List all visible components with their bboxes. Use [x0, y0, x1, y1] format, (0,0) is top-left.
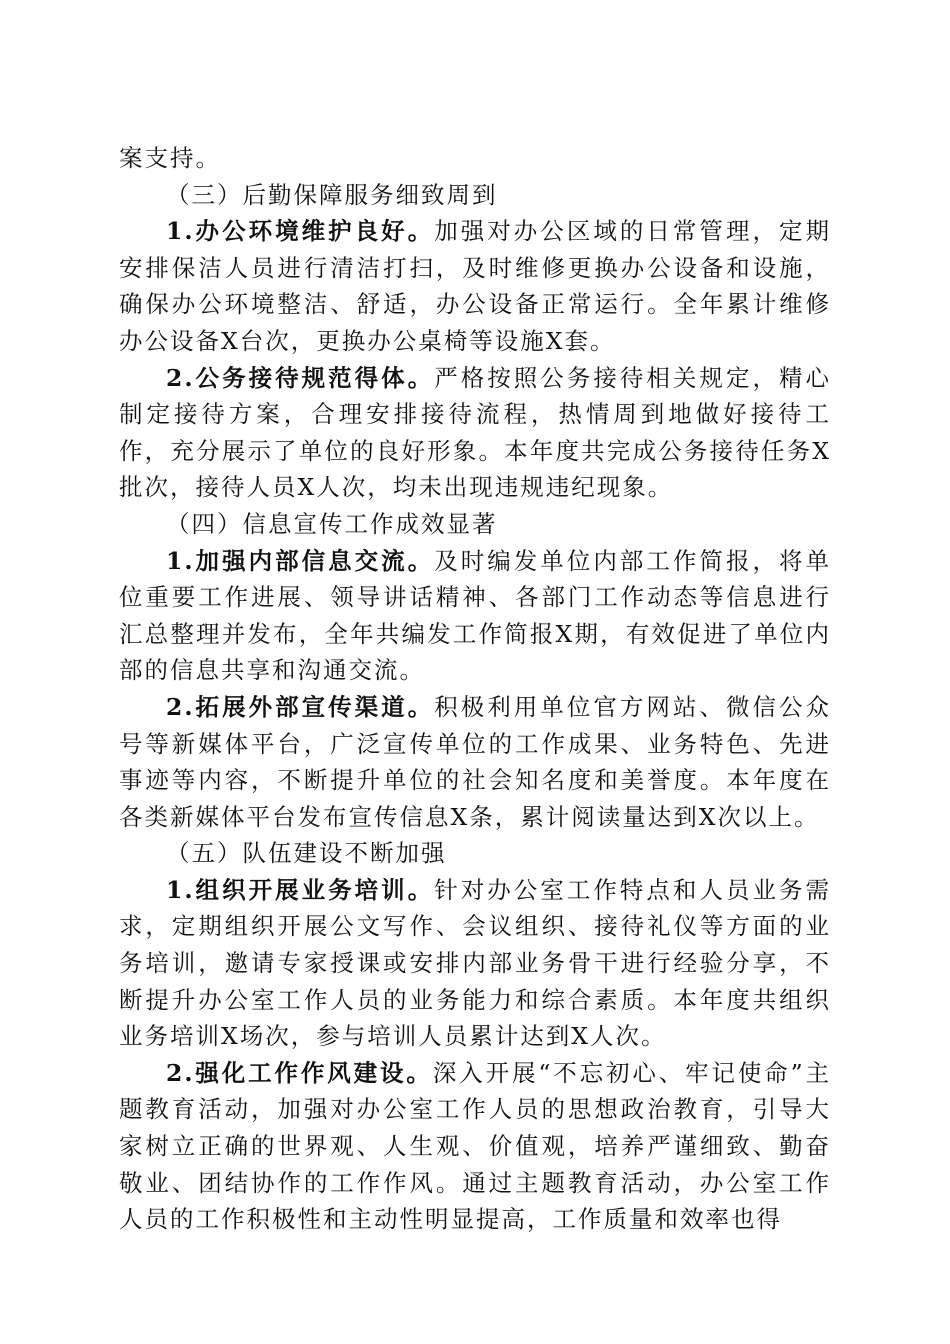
paragraph-lead: 2.强化工作作风建设。: [166, 1058, 433, 1087]
paragraph-lead: 1.加强内部信息交流。: [166, 546, 435, 575]
document-body: [119, 140, 831, 1238]
section-heading-publicity: （四）信息宣传工作成效显著: [166, 509, 498, 538]
paragraph-external-publicity: [119, 689, 831, 835]
paragraph-work-style: [119, 1055, 831, 1238]
paragraph-lead: 2.公务接待规范得体。: [166, 363, 435, 392]
section-heading-logistics: （三）后勤保障服务细致周到: [166, 180, 498, 209]
paragraph-body: 深入开展“不忘初心、牢记使命”主题教育活动，加强对办公室工作人员的思想政治教育，引导大家树立正确的世界观、人生观、价值观，培养严谨细致、勤奋敬业、团结协作的工作作风。通过主题教育活动，办公室工作人员的工作积极性和主动性明显提高，工作质量和效率也得: [119, 1058, 831, 1234]
paragraph-internal-info: [119, 543, 831, 689]
paragraph-training: [119, 872, 831, 1055]
paragraph-office-environment: [119, 213, 831, 359]
paragraph-lead: 2.拓展外部宣传渠道。: [166, 692, 435, 721]
paragraph-body: 积极利用单位官方网站、微信公众号等新媒体平台，广泛宣传单位的工作成果、业务特色、先进事迹等内容，不断提升单位的社会知名度和美誉度。本年度在各类新媒体平台发布宣传信息X条，累计阅读量达到X次以上。: [119, 692, 831, 831]
paragraph-lead: 1.办公环境维护良好。: [166, 217, 435, 246]
paragraph-body: 严格按照公务接待相关规定，精心制定接待方案，合理安排接待流程，热情周到地做好接待工作，充分展示了单位的良好形象。本年度共完成公务接待任务X批次，接待人员X人次，均未出现违规违纪现象。: [119, 363, 831, 502]
paragraph-body: 加强对办公区域的日常管理，定期安排保洁人员进行清洁打扫，及时维修更换办公设备和设施，确保办公环境整洁、舒适，办公设备正常运行。全年累计维修办公设备X台次，更换办公桌椅等设施X套。: [119, 217, 831, 355]
continuation-paragraph: 案支持。: [119, 144, 221, 172]
paragraph-body: 及时编发单位内部工作简报，将单位重要工作进展、领导讲话精神、各部门工作动态等信息进行汇总整理并发布，全年共编发工作简报X期，有效促进了单位内部的信息共享和沟通交流。: [119, 546, 831, 685]
paragraph-body: 针对办公室工作特点和人员业务需求，定期组织开展公文写作、会议组织、接待礼仪等方面的业务培训，邀请专家授课或安排内部业务骨干进行经验分享，不断提升办公室工作人员的业务能力和综合素质。本年度共组织业务培训X场次，参与培训人员累计达到X人次。: [119, 875, 831, 1051]
paragraph-lead: 1.组织开展业务培训。: [166, 875, 435, 904]
section-heading-team: （五）队伍建设不断加强: [166, 839, 447, 868]
paragraph-reception: [119, 360, 831, 506]
